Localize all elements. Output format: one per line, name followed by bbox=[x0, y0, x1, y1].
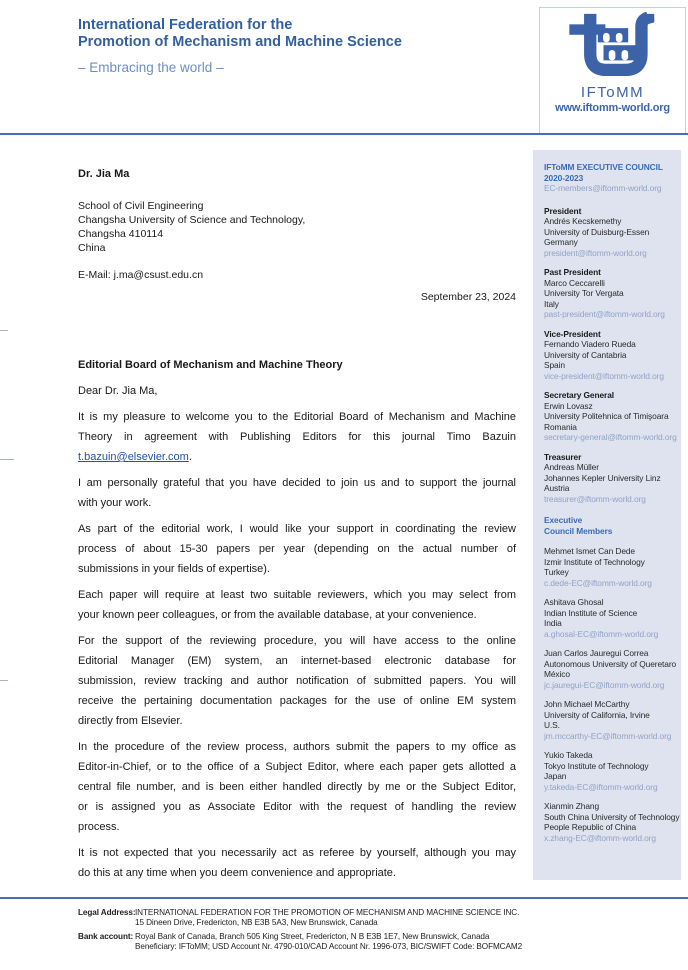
sidebar-heading-line1: IFToMM EXECUTIVE COUNCIL bbox=[544, 162, 663, 172]
member-affiliation: University of California, Irvine bbox=[544, 709, 650, 720]
fold-mark bbox=[0, 330, 8, 331]
paragraph bbox=[78, 585, 516, 625]
paragraph-line: submission, review tracking and author notification of submitted papers. You will bbox=[78, 675, 516, 687]
officer-country: Germany bbox=[544, 237, 578, 247]
paragraph bbox=[78, 737, 516, 837]
officer-name: Marco Ceccarelli bbox=[544, 277, 605, 288]
member-name: Xianmin Zhang bbox=[544, 801, 600, 811]
recipient-email: E-Mail: j.ma@csust.edu.cn bbox=[78, 269, 204, 281]
member-email-link[interactable]: jc.jauregui-EC@iftomm-world.org bbox=[544, 679, 665, 690]
org-name-line2: Promotion of Mechanism and Machine Science bbox=[78, 34, 402, 50]
officer-email-link[interactable]: vice-president@iftomm-world.org bbox=[544, 370, 664, 381]
officer-country: Romania bbox=[544, 421, 577, 432]
paragraph-line: For the support of the reviewing procedure, you will have access to the online bbox=[78, 635, 516, 647]
paragraph bbox=[78, 407, 516, 467]
paragraph-line: Each paper will require at least two suitable reviewers, which you may select from bbox=[78, 589, 516, 601]
member-affiliation: South China University of Technology bbox=[544, 811, 680, 822]
logo-acronym: IFToMM bbox=[580, 84, 645, 101]
officer-name: Andrés Kecskemethy bbox=[544, 216, 622, 226]
member-email-link[interactable]: x.zhang-EC@iftomm-world.org bbox=[544, 832, 656, 843]
officer-name: Andreas Müller bbox=[544, 462, 599, 472]
member-name: Juan Carlos Jauregui Correa bbox=[544, 648, 649, 658]
member-country: Japan bbox=[544, 771, 567, 781]
members-heading-line2: Council Members bbox=[544, 525, 613, 536]
member-country: Turkey bbox=[544, 567, 569, 577]
officer-name: Erwin Lovasz bbox=[544, 400, 593, 411]
members-heading-line1: Executive bbox=[544, 515, 583, 525]
subject-line: Editorial Board of Mechanism and Machine Theory bbox=[78, 359, 343, 371]
member-email-link[interactable]: y.takeda-EC@iftomm-world.org bbox=[544, 781, 658, 792]
council-member bbox=[544, 801, 678, 843]
paragraph-line: do this at any time when you deem convenience and appropriate. bbox=[78, 867, 396, 879]
member-country: U.S. bbox=[544, 720, 560, 730]
footer-line: INTERNATIONAL FEDERATION FOR THE PROMOTION OF MECHANISM AND MACHINE SCIENCE INC. bbox=[135, 908, 520, 917]
paragraph-line: your known peer colleagues, or from the available database, at your convenience. bbox=[78, 609, 477, 621]
council-officer bbox=[544, 390, 678, 443]
paragraph bbox=[78, 519, 516, 579]
paragraph-line: It is not expected that you necessarily act as referee by yourself, although you may bbox=[78, 847, 516, 859]
paragraph-line: with your work. bbox=[78, 497, 152, 509]
executive-council-sidebar bbox=[533, 150, 681, 880]
officer-name: Fernando Viadero Rueda bbox=[544, 339, 636, 349]
council-officer bbox=[544, 329, 678, 382]
footer-label: Legal Address: bbox=[78, 908, 136, 917]
member-affiliation: Izmir Institute of Technology bbox=[544, 556, 645, 567]
officer-affiliation: University Tor Vergata bbox=[544, 288, 624, 298]
iftomm-aqueduct-logo-icon bbox=[563, 12, 663, 86]
salutation: Dear Dr. Jia Ma, bbox=[78, 385, 158, 397]
letter-date: September 23, 2024 bbox=[420, 291, 516, 303]
officer-role: Past President bbox=[544, 267, 601, 277]
paragraph-line: Editor-in-Chief, or to the office of a Subject Editor, where each paper gets allotted a bbox=[78, 761, 516, 773]
officer-email-link[interactable]: past-president@iftomm-world.org bbox=[544, 309, 665, 319]
officer-affiliation: Johannes Kepler University Linz bbox=[544, 472, 661, 483]
officer-role: Secretary General bbox=[544, 390, 614, 400]
member-affiliation: Tokyo Institute of Technology bbox=[544, 760, 649, 771]
council-member bbox=[544, 750, 678, 792]
footer-lines bbox=[135, 932, 522, 952]
member-country: India bbox=[544, 618, 562, 628]
council-officer bbox=[544, 452, 678, 505]
paragraph-line: I am personally grateful that you have decided to join us and to support the journal bbox=[78, 477, 516, 489]
member-country: People Republic of China bbox=[544, 822, 637, 832]
footer bbox=[78, 908, 522, 956]
officer-affiliation: University of Duisburg-Essen bbox=[544, 226, 650, 237]
council-member bbox=[544, 546, 678, 588]
footer-label: Bank account: bbox=[78, 932, 134, 941]
footer-row bbox=[78, 932, 522, 952]
org-name-line1: International Federation for the bbox=[78, 17, 293, 33]
officer-country: Austria bbox=[544, 483, 570, 493]
officer-country: Italy bbox=[544, 298, 559, 309]
council-officers-list bbox=[544, 206, 678, 505]
recipient-address-line: Changsha University of Science and Technology, bbox=[78, 214, 306, 226]
footer-row bbox=[78, 908, 522, 928]
letter-body bbox=[78, 355, 516, 883]
officer-role: President bbox=[544, 205, 582, 216]
officer-email-link[interactable]: treasurer@iftomm-world.org bbox=[544, 493, 646, 504]
fold-mark bbox=[0, 459, 14, 460]
footer-line: Beneficiary: IFToMM; USD Account Nr. 4790-010/CAD Account Nr. 1996-073, BIC/SWIFT Code: BOFMCAM2 bbox=[135, 942, 523, 951]
paragraph-line: Editorial Manager (EM) system, an internet-based electronic database for bbox=[78, 655, 516, 667]
paragraph-line: In the procedure of the review process, authors submit the papers to my office as bbox=[78, 741, 516, 753]
officer-email-link[interactable]: president@iftomm-world.org bbox=[544, 247, 647, 258]
member-country: México bbox=[544, 669, 570, 679]
member-name: John Michael McCarthy bbox=[544, 699, 630, 709]
header-rule bbox=[0, 133, 688, 135]
paragraph-line: process of about 15-30 papers per year (depending on the actual number of bbox=[78, 543, 516, 555]
council-members-list bbox=[544, 546, 678, 843]
council-member bbox=[544, 648, 678, 690]
recipient-address bbox=[78, 199, 305, 255]
letterhead bbox=[78, 17, 402, 75]
paragraph bbox=[78, 631, 516, 731]
paragraph-line: central file number, and is been either handled directly by me or the Subject Editor, bbox=[78, 781, 516, 793]
member-email-link[interactable]: a.ghosal-EC@iftomm-world.org bbox=[544, 628, 659, 639]
officer-affiliation: University Politehnica of Timişoara bbox=[544, 411, 669, 421]
officer-role: Vice-President bbox=[544, 328, 601, 339]
member-name: Mehmet Ismet Can Dede bbox=[544, 546, 635, 556]
officer-country: Spain bbox=[544, 360, 565, 370]
paragraph-line: Theory in agreement with Publishing Editors for this journal Timo Bazuin bbox=[78, 431, 516, 443]
logo-website-link[interactable]: www.iftomm-world.org bbox=[555, 102, 670, 114]
sidebar-heading bbox=[544, 162, 678, 194]
body-email-link[interactable]: t.bazuin@elsevier.com bbox=[78, 451, 189, 463]
link-suffix: . bbox=[188, 451, 192, 463]
sidebar-heading-line2: 2020-2023 bbox=[544, 172, 584, 183]
paragraph-line: directly from Elsevier. bbox=[78, 715, 183, 727]
officer-role: Treasurer bbox=[544, 451, 582, 462]
member-email-link[interactable]: jm.mccarthy-EC@iftomm-world.org bbox=[544, 730, 672, 741]
recipient-name: Dr. Jia Ma bbox=[78, 168, 130, 180]
recipient-address-line: China bbox=[78, 242, 106, 254]
council-member bbox=[544, 597, 678, 639]
member-affiliation: Autonomous University of Queretaro bbox=[544, 658, 677, 669]
recipient-address-line: School of Civil Engineering bbox=[78, 200, 204, 212]
paragraph-line: or is assigned you as Associate Editor with the request of handling the review bbox=[78, 801, 516, 813]
paragraph bbox=[78, 473, 516, 513]
footer-rule bbox=[0, 897, 688, 899]
members-heading bbox=[544, 515, 678, 536]
officer-email-link[interactable]: secretary-general@iftomm-world.org bbox=[544, 432, 677, 442]
iftomm-logo bbox=[539, 7, 686, 133]
org-tagline: – Embracing the world – bbox=[78, 60, 224, 75]
council-officer bbox=[544, 206, 678, 259]
council-officer bbox=[544, 267, 678, 320]
fold-mark bbox=[0, 680, 8, 681]
footer-line: Royal Bank of Canada, Branch 505 King Street, Fredericton, N B E3B 1E7, New Brunswick, Canada bbox=[135, 932, 490, 941]
member-affiliation: Indian Institute of Science bbox=[544, 607, 638, 618]
recipient-address-line: Changsha 410114 bbox=[78, 228, 164, 240]
member-email-link[interactable]: c.dede-EC@iftomm-world.org bbox=[544, 577, 652, 588]
footer-lines bbox=[135, 908, 519, 928]
paragraph-line: submissions in your fields of expertise). bbox=[78, 563, 270, 575]
paragraph-line: As part of the editorial work, I would like your support in coordinating the review bbox=[78, 523, 516, 535]
footer-line: 15 Dineen Drive, Fredericton, NB E3B 5A3, New Brunswick, Canada bbox=[135, 918, 378, 927]
paragraph-line bbox=[78, 447, 516, 467]
paragraph-line: It is my pleasure to welcome you to the Editorial Board of Mechanism and Machine bbox=[78, 411, 516, 423]
paragraph-line: receive the pertaining documentation packages for the use of online EM system bbox=[78, 695, 516, 707]
council-email-link[interactable]: EC-members@iftomm-world.org bbox=[544, 183, 662, 193]
paragraph-line: process. bbox=[78, 821, 120, 833]
officer-affiliation: University of Cantabria bbox=[544, 349, 627, 360]
council-member bbox=[544, 699, 678, 741]
paragraph bbox=[78, 843, 516, 883]
member-name: Yukio Takeda bbox=[544, 750, 593, 760]
member-name: Ashitava Ghosal bbox=[544, 597, 604, 607]
